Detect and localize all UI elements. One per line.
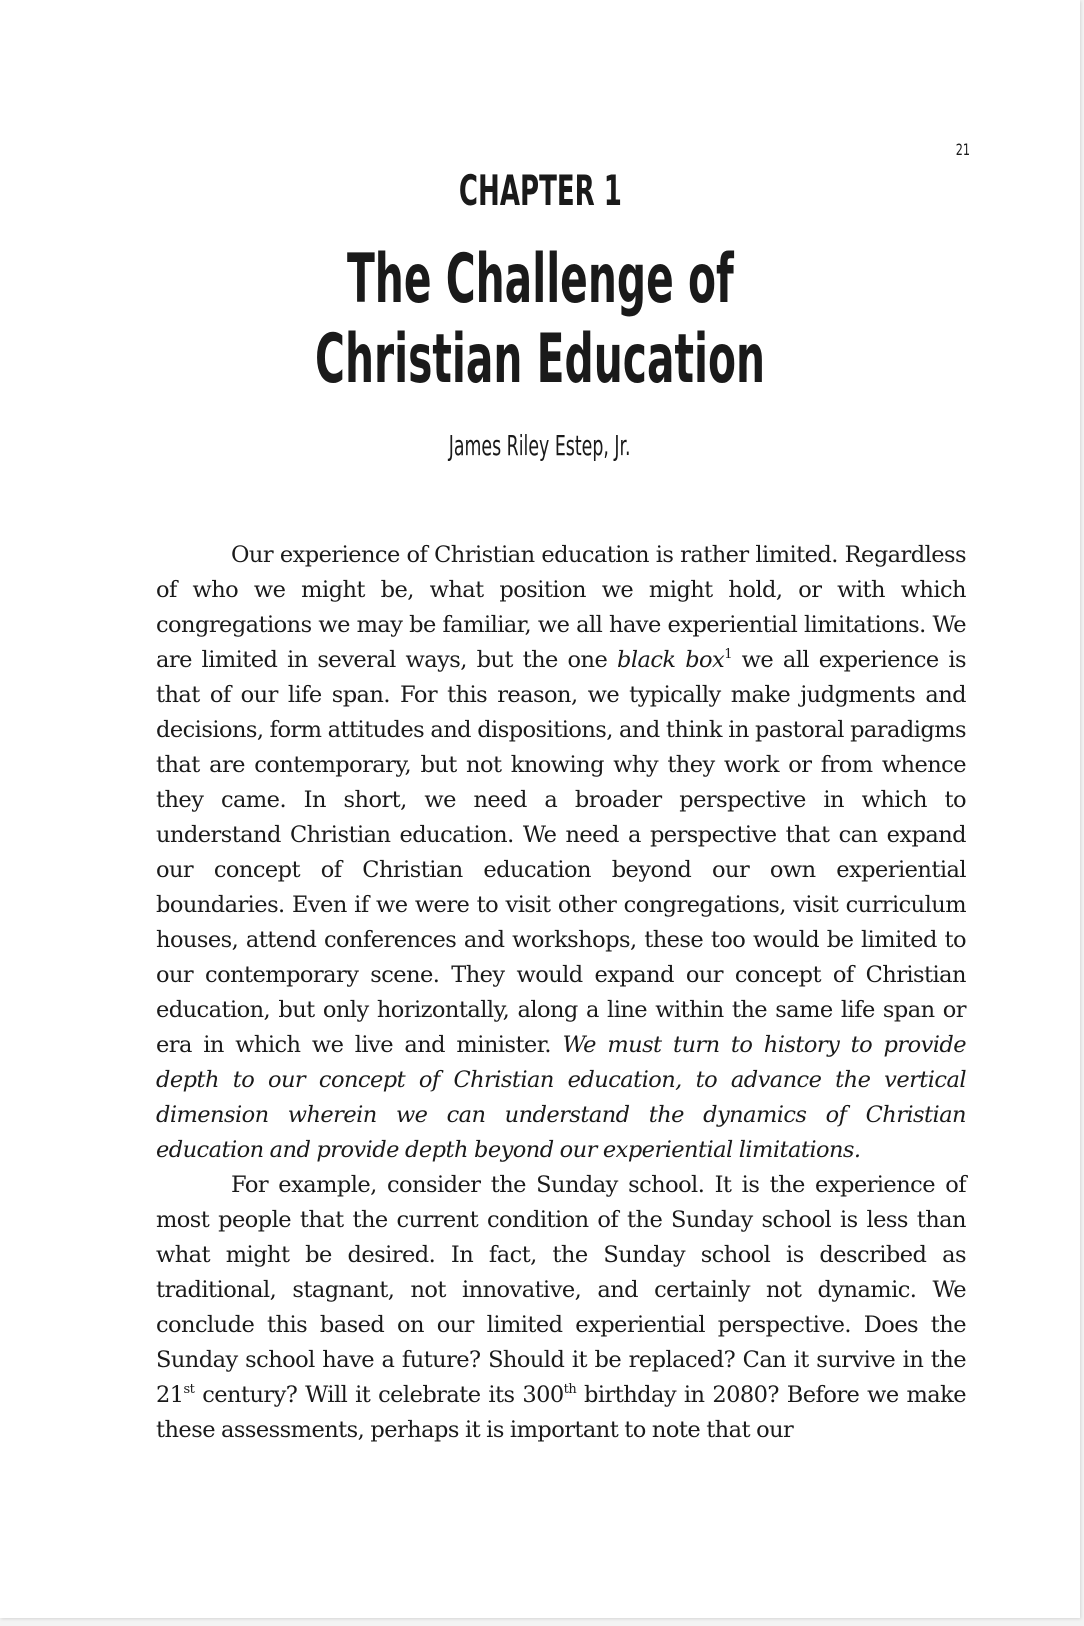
paragraph-1-text-b: we all experience is that of our life span. For this reason, we typically make judgments and decisions, form attitudes and dispositions, and think in pastoral paradigms that are contemporary, but not knowing why they work or from whence they came. In short, we need a broader perspective in which to understand Christian education. We need a perspective that can expand our concept of Christian education beyond our own experiential boundaries. Even if we were to visit other congregations, visit curriculum houses, attend conferences and workshops, these too would be limited to our contemporary scene. They would expand our concept of Christian education, but only horizontally, along a line within the same life span or era in which we live and minister. xyxy=(156,647,967,1058)
paragraph-2-text-a: For example, consider the Sunday school. It is the experience of most people that the current condition of the Sunday school is less than what might be desired. In fact, the Sunday school is described as traditional, stagnant, not innovative, and certainly not dynamic. We conclude this based on our limited experiential perspective. Does the Sunday school have a future? Should it be replaced? Can it survive in the 21 xyxy=(156,1172,966,1408)
paragraph-2 xyxy=(156,1168,966,1448)
paragraph-2-text-c: birthday in 2080? Before we make these assessments, perhaps it is important to note that our xyxy=(156,1382,966,1443)
paragraph-1-italic-term: black box xyxy=(616,647,725,673)
paragraph-1-text-a: Our experience of Christian education is rather limited. Regardless of who we might be, what position we might hold, or with which congregations we may be familiar, we all have experiential limitations. We are limited in several ways, but the one xyxy=(156,542,966,673)
page-number: 21 xyxy=(955,140,970,159)
chapter-title-line-2: Christian Education xyxy=(314,320,766,399)
paragraph-1-italic-sentence: We must turn to history to provide depth to our concept of Christian education, to advance the vertical dimension wherein we can understand the dynamics of Christian education and provide depth beyond our experiential limitations. xyxy=(156,1032,966,1163)
author xyxy=(0,428,1080,464)
ordinal-suffix-th: th xyxy=(563,1382,577,1397)
chapter-label xyxy=(0,166,1080,216)
paragraph-2-text-b: century? Will it celebrate its 300 xyxy=(194,1382,564,1408)
chapter-label-text: CHAPTER 1 xyxy=(458,166,622,215)
chapter-title xyxy=(0,240,1080,400)
ordinal-suffix-st: st xyxy=(183,1382,195,1397)
body-text xyxy=(156,538,966,1448)
paragraph-1 xyxy=(156,538,966,1168)
footnote-reference: 1 xyxy=(724,647,732,662)
chapter-title-line-1: The Challenge of xyxy=(346,240,734,319)
author-name: James Riley Estep, Jr. xyxy=(449,429,631,462)
